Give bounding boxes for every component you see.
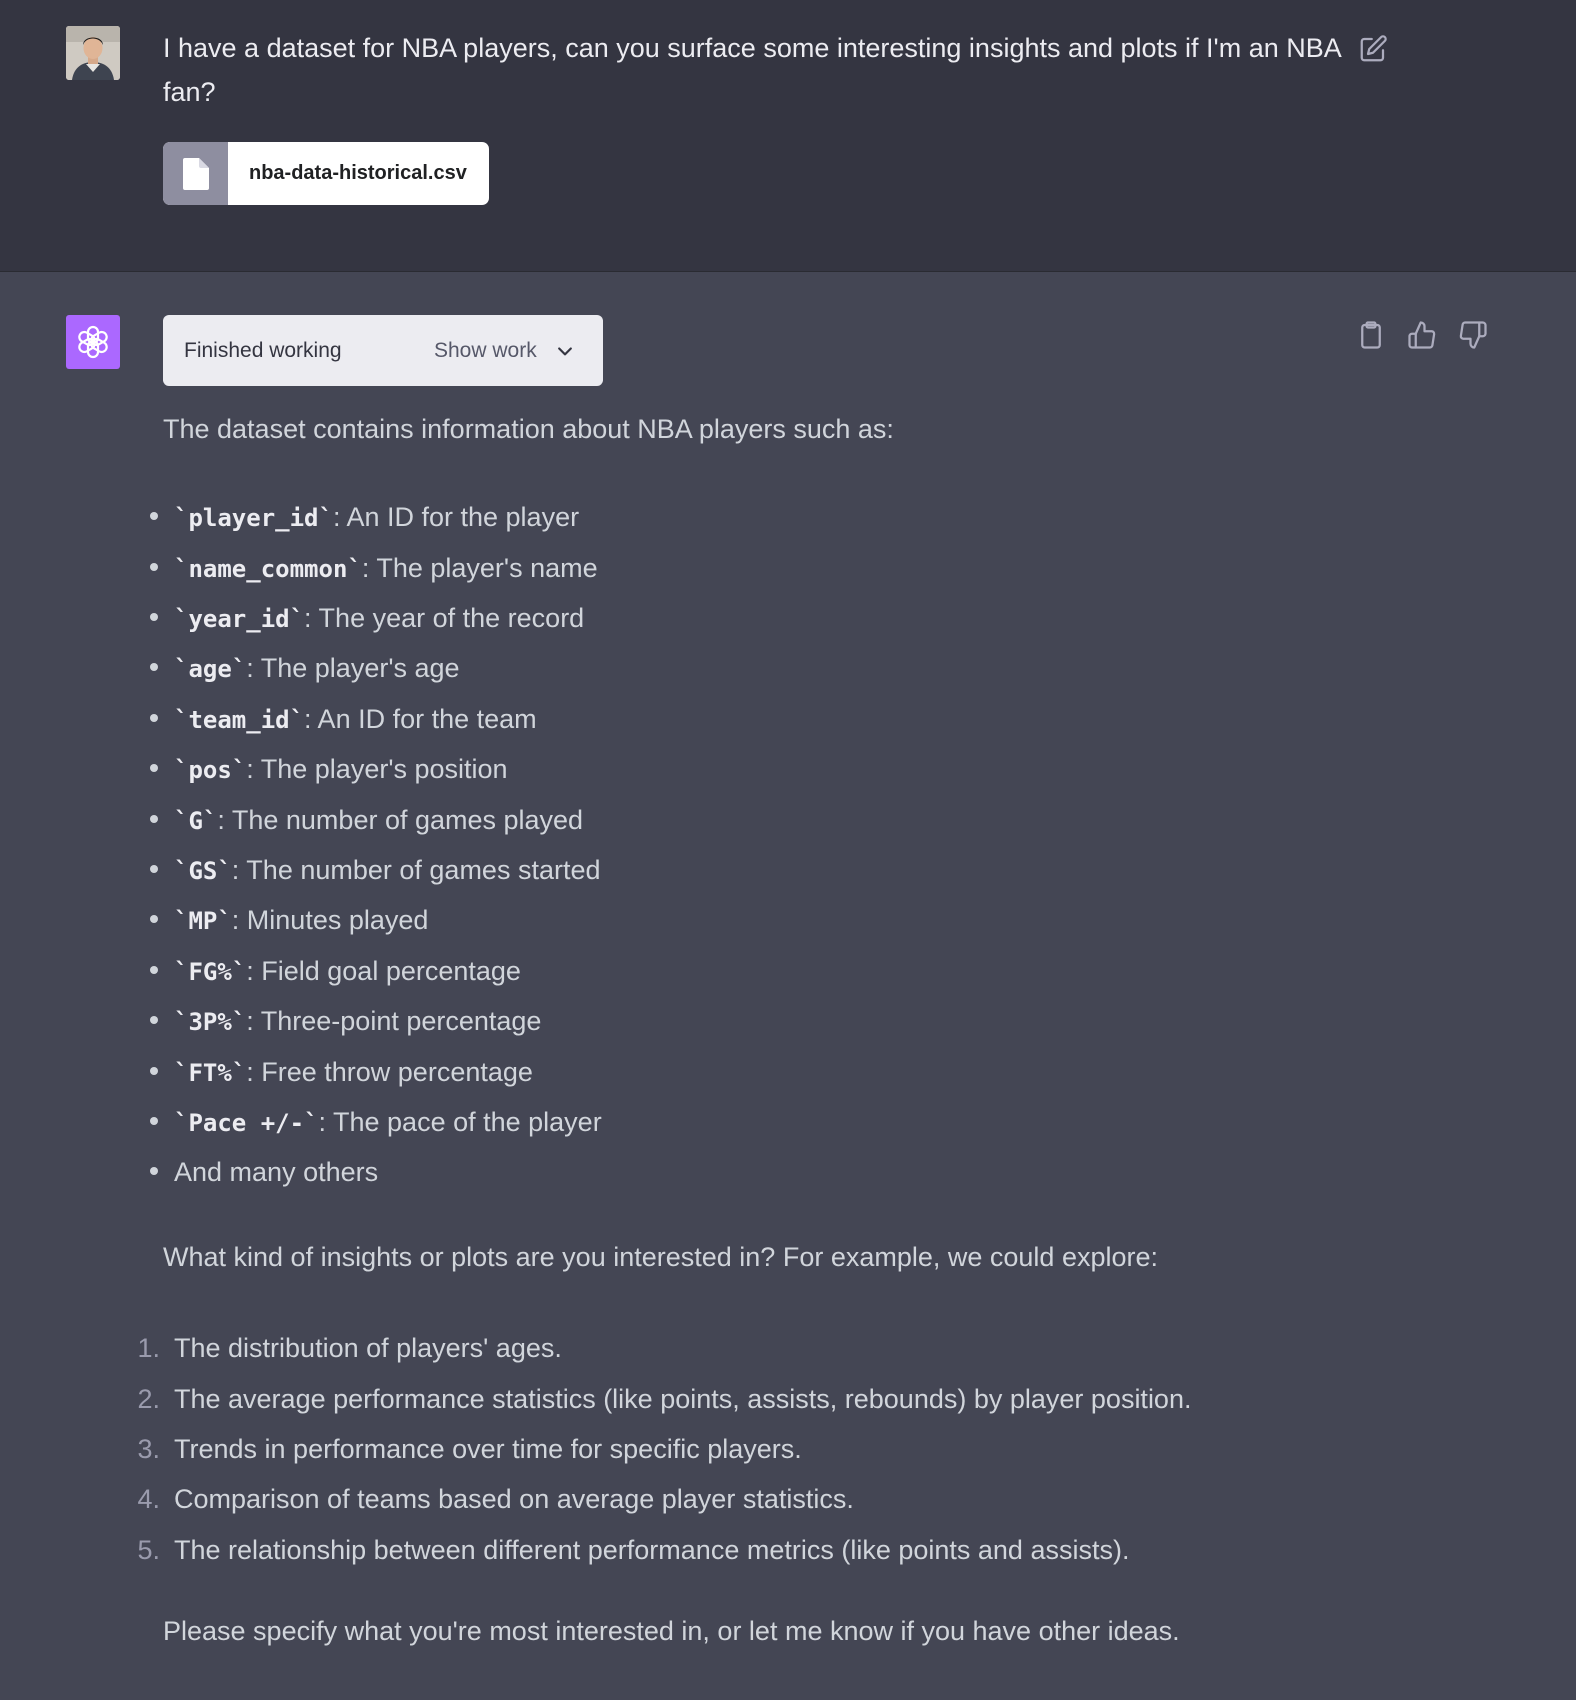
- list-item: [0, 848, 1200, 892]
- field-code: `MP`: [174, 907, 232, 935]
- list-number: 5.: [137, 1535, 160, 1565]
- list-item: [0, 999, 1200, 1043]
- list-item-text: The relationship between different performance metrics (like points and assists).: [174, 1535, 1130, 1565]
- list-item: [0, 949, 1200, 993]
- field-code: `FT%`: [174, 1059, 247, 1087]
- chevron-down-icon: [555, 341, 575, 361]
- field-code: `FG%`: [174, 958, 247, 986]
- field-code: `3P%`: [174, 1008, 247, 1036]
- field-description: : Field goal percentage: [246, 956, 521, 986]
- list-number: 4.: [137, 1484, 160, 1514]
- field-description: : Free throw percentage: [246, 1057, 533, 1087]
- field-description: : The player's age: [246, 653, 460, 683]
- field-description: : An ID for the team: [304, 704, 537, 734]
- work-status-label: Finished working: [184, 339, 342, 362]
- list-item: [0, 495, 1200, 539]
- bullet: [150, 563, 158, 571]
- list-item: [0, 747, 1200, 791]
- bullet: [150, 1167, 158, 1175]
- bullet: [150, 865, 158, 873]
- list-number: 3.: [137, 1434, 160, 1464]
- field-description: : The number of games started: [231, 855, 601, 885]
- edit-icon[interactable]: [1358, 34, 1388, 64]
- field-description: And many others: [174, 1157, 379, 1187]
- bullet: [150, 663, 158, 671]
- bullet: [150, 1067, 158, 1075]
- list-item: [0, 898, 1200, 942]
- list-item-text: The distribution of players' ages.: [174, 1333, 562, 1363]
- openai-logo-icon: [73, 322, 113, 362]
- list-item: [0, 646, 1200, 690]
- list-item: [0, 546, 1200, 590]
- bullet: [150, 915, 158, 923]
- closing-text: Please specify what you're most interested in, or let me know if you have other ideas.: [163, 1616, 1180, 1646]
- field-code: `year_id`: [174, 605, 305, 633]
- show-work-button[interactable]: [434, 315, 575, 386]
- list-item: [0, 798, 1200, 842]
- list-number: 2.: [137, 1384, 160, 1414]
- field-description: : An ID for the player: [332, 502, 580, 532]
- list-item: [0, 1150, 1200, 1194]
- list-item: [0, 1528, 1400, 1572]
- show-work-label: Show work: [434, 339, 537, 362]
- file-icon: [163, 142, 228, 205]
- copy-icon[interactable]: [1356, 320, 1386, 350]
- thumbs-down-icon[interactable]: [1458, 320, 1488, 350]
- file-name: nba-data-historical.csv: [249, 162, 467, 184]
- field-description: : Three-point percentage: [246, 1006, 542, 1036]
- list-number: 1.: [137, 1333, 160, 1363]
- list-item-text: Comparison of teams based on average player statistics.: [174, 1484, 854, 1514]
- field-code: `Pace +/-`: [174, 1109, 319, 1137]
- work-status-panel: [163, 315, 603, 386]
- question-text: What kind of insights or plots are you interested in? For example, we could explore:: [163, 1242, 1159, 1272]
- list-item-text: Trends in performance over time for specific players.: [174, 1434, 802, 1464]
- bullet: [150, 613, 158, 621]
- field-description: : The number of games played: [217, 805, 584, 835]
- field-code: `G`: [174, 807, 218, 835]
- bullet: [150, 714, 158, 722]
- file-attachment[interactable]: [163, 142, 489, 205]
- user-message-text: I have a dataset for NBA players, can you surface some interesting insights and plots if I'm an NBA fan?: [163, 33, 1341, 107]
- list-item: [0, 1326, 1400, 1370]
- field-code: `name_common`: [174, 555, 362, 583]
- intro-text: The dataset contains information about NBA players such as:: [163, 414, 894, 444]
- thumbs-up-icon[interactable]: [1407, 320, 1437, 350]
- field-description: : Minutes played: [231, 905, 429, 935]
- field-description: : The pace of the player: [318, 1107, 602, 1137]
- field-code: `team_id`: [174, 706, 305, 734]
- message-actions: [1356, 320, 1488, 350]
- list-item: [0, 1100, 1200, 1144]
- list-item-text: The average performance statistics (like points, assists, rebounds) by player position.: [174, 1384, 1192, 1414]
- field-code: `age`: [174, 655, 247, 683]
- bullet: [150, 764, 158, 772]
- list-item: [0, 596, 1200, 640]
- bullet: [150, 815, 158, 823]
- assistant-avatar: [66, 315, 120, 369]
- list-item: [0, 1477, 1400, 1521]
- list-item: [0, 697, 1200, 741]
- field-code: `GS`: [174, 857, 232, 885]
- list-item: [0, 1377, 1400, 1421]
- bullet: [150, 966, 158, 974]
- list-item: [0, 1050, 1200, 1094]
- bullet: [150, 1016, 158, 1024]
- field-description: : The year of the record: [304, 603, 585, 633]
- bullet: [150, 1117, 158, 1125]
- field-description: : The player's name: [361, 553, 598, 583]
- field-code: `pos`: [174, 756, 247, 784]
- user-avatar: [66, 26, 120, 80]
- user-avatar-image: [66, 26, 120, 80]
- bullet: [150, 512, 158, 520]
- field-description: : The player's position: [246, 754, 508, 784]
- field-code: `player_id`: [174, 504, 333, 532]
- user-message-block: [0, 0, 1576, 272]
- list-item: [0, 1427, 1400, 1471]
